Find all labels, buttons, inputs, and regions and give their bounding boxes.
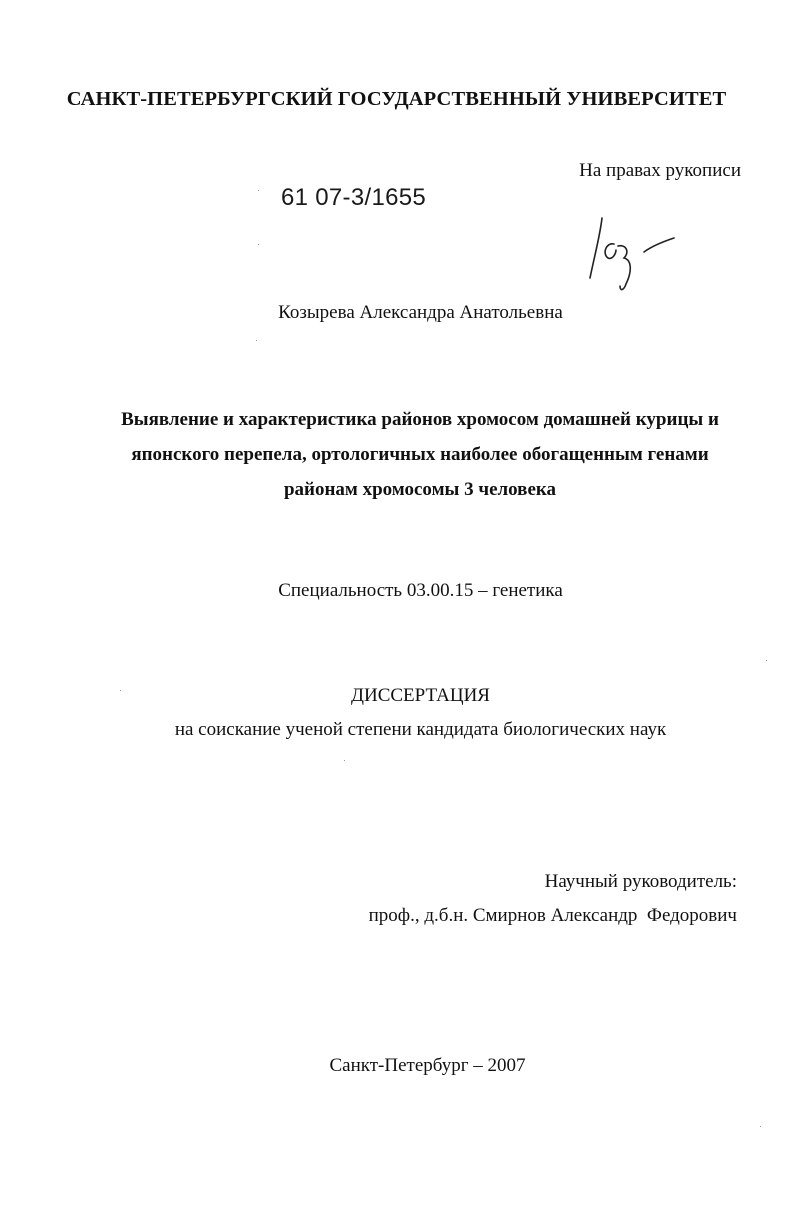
title-line: районам хромосомы 3 человека <box>283 479 557 500</box>
scan-speck <box>344 760 345 761</box>
advisor-name: проф., д.б.н. Смирнов Александр Федорович <box>368 905 737 926</box>
advisor-label: Научный руководитель: <box>544 871 737 892</box>
scan-speck <box>258 190 259 191</box>
dissertation-title <box>90 402 750 507</box>
scan-speck <box>766 660 767 661</box>
work-type: ДИССЕРТАЦИЯ <box>351 685 490 706</box>
scan-speck <box>256 340 257 341</box>
place-year: Санкт-Петербург – 2007 <box>329 1055 526 1076</box>
scan-speck <box>258 244 259 245</box>
handwritten-signature <box>588 214 678 296</box>
title-line: Выявление и характеристика районов хромосом домашней курицы и <box>121 409 719 430</box>
degree-statement: на соискание ученой степени кандидата биологических наук <box>174 719 667 740</box>
rights-note: На правах рукописи <box>579 160 741 181</box>
university-name: САНКТ-ПЕТЕРБУРГСКИЙ ГОСУДАРСТВЕННЫЙ УНИВЕРСИТЕТ <box>66 88 727 110</box>
author-name: Козырева Александра Анатольевна <box>278 302 563 323</box>
title-line: японского перепела, ортологичных наиболее обогащенным генами <box>131 444 709 465</box>
specialty: Специальность 03.00.15 – генетика <box>278 580 563 601</box>
catalog-stamp: 61 07-3/1655 <box>281 184 427 211</box>
scan-speck <box>760 1126 761 1127</box>
scan-speck <box>120 690 121 691</box>
